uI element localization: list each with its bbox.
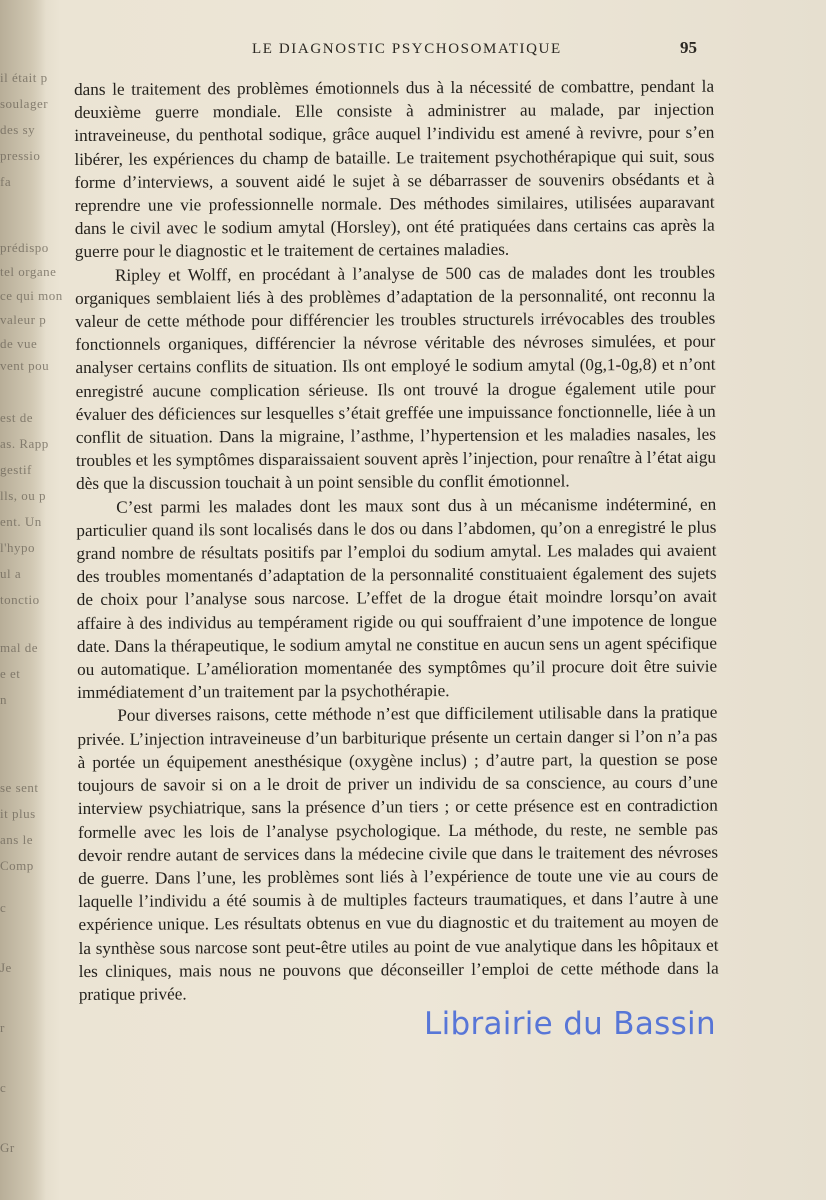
facing-page-fragment: valeur p <box>0 312 47 327</box>
seller-watermark: Librairie du Bassin <box>424 1006 716 1042</box>
facing-page-fragment: it plus <box>0 806 36 821</box>
facing-page-fragment: des sy <box>0 122 36 137</box>
facing-page-fragment: lls, ou p <box>0 488 47 503</box>
facing-page-fragment: ul a <box>0 566 22 581</box>
facing-page-fragment: pressio <box>0 148 41 163</box>
facing-page-gutter <box>0 0 63 1200</box>
facing-page-fragment: est de <box>0 410 33 425</box>
facing-page-fragment: l'hypo <box>0 540 35 555</box>
facing-page-fragment: r <box>0 1020 5 1035</box>
facing-page-fragment: tel organe <box>0 264 57 279</box>
facing-page-fragment: mal de <box>0 640 39 655</box>
paragraph: dans le traitement des problèmes émotionnels dus à la nécessité de combattre, pendant la deuxième guerre mondiale. Elle consiste à administrer au malade, par injection intraveineuse, du penthotal sodique, grâce auquel l’individu est amené à revivre, pour s’en libérer, les expériences du champ de bataille. Le traitement psychothérapique qui suit, sous forme d’interviews, a souvent aidé le sujet à se débarrasser de souvenirs obsédants et à reprendre une vie professionnelle normale. Des méthodes similaires, utilisées auparavant dans le civil avec le sodium amytal (Horsley), ont été pratiquées dans certains cas après la guerre pour le diagnostic et le traitement de certaines maladies. <box>74 76 715 262</box>
facing-page-fragment: gestif <box>0 462 32 477</box>
facing-page-fragment: Comp <box>0 858 34 873</box>
facing-page-fragment: Je <box>0 960 12 975</box>
facing-page-fragment: vent pou <box>0 358 50 373</box>
body-text <box>74 75 719 1006</box>
facing-page-fragment: as. Rapp <box>0 436 49 451</box>
facing-page-fragment: ce qui mon <box>0 288 63 303</box>
facing-page-fragment: se sent <box>0 780 39 795</box>
facing-page-fragment: prédispo <box>0 240 49 255</box>
paragraph: C’est parmi les malades dont les maux sont dus à un mécanisme indéterminé, en particulier quand ils sont localisés dans le dos ou dans l’abdomen, qu’on a enregistré le plus grand nombre de résultats positifs par l’emploi du sodium amytal. Les malades qui avaient des troubles momentanés d’adaptation de la personnalité constituaient également des sujets de choix pour l’analyse sous narcose. L’effet de la drogue était moindre lorsqu’on avait affaire à des individus au tempérament rigide ou qui souffraient d’une impotence de longue date. Dans la thérapeutique, le sodium amytal ne constitue en aucun sens un agent spécifique ou automatique. L’amélioration momentanée des symptômes qu’il procure doit être suivie immédiatement d’un traitement par la psychothérapie. <box>76 494 718 703</box>
facing-page-fragment: c <box>0 1080 7 1095</box>
facing-page-fragment: e et <box>0 666 21 681</box>
facing-page-fragment: ans le <box>0 832 33 847</box>
facing-page-fragment: Gr <box>0 1140 15 1155</box>
facing-page-fragment: de vue <box>0 336 38 351</box>
facing-page-fragment: n <box>0 692 7 707</box>
facing-page-fragment: ent. Un <box>0 514 42 529</box>
facing-page-fragment: c <box>0 900 7 915</box>
facing-page-fragment: il était p <box>0 70 48 85</box>
facing-page-fragment: tonctio <box>0 592 40 607</box>
facing-page-fragment: fa <box>0 174 12 189</box>
paragraph: Pour diverses raisons, cette méthode n’est que difficilement utilisable dans la pratique privée. L’injection intraveineuse d’un barbiturique présente un certain danger si l’on n’a pas à portée un équipement anesthésique (oxygène inclus) ; d’autre part, la question se pose toujours de savoir si on a le droit de priver un individu de sa conscience, au cours d’une interview psychiatrique, sans la présence d’un tiers ; or cette présence est en contradiction formelle avec les lois de l’analyse psychologique. La méthode, du reste, ne semble pas devoir rendre autant de services dans la médecine civile que dans le traitement des névroses de guerre. Dans l’une, les problèmes sont liés à l’expérience de toute une vie au cours de laquelle l’individu a été soumis à de multiples facteurs traumatiques, et dans l’autre à une expérience unique. Les résultats obtenus en vue du diagnostic et du traitement au moyen de la synthèse sous narcose sont peut-être utiles au point de vue analytique dans les hôpitaux et les cliniques, mais nous ne pouvons que déconseiller l’emploi de cette méthode dans la pratique privée. <box>77 703 719 1004</box>
running-header <box>232 38 702 62</box>
paragraph: Ripley et Wolff, en procédant à l’analyse de 500 cas de malades dont les troubles organiques semblaient liés à des problèmes d’adaptation de la personnalité, ont reconnu la valeur de cette méthode pour différencier les troubles structurels irrévocables des troubles fonctionnels organiques, différencier la névrose véritable des névroses simulées, et pour analyser certains conflits de situation. Ils ont employé le sodium amytal (0g,1-0g,8) et n’ont enregistré aucune complication sérieuse. Ils ont trouvé la drogue également utile pour évaluer des déficiences sur lesquelles s’était greffée une impuissance fonctionnelle, liée à un conflit de situation. Dans la migraine, l’asthme, l’hypertension et les maladies nasales, les troubles et les symptômes disparaissaient souvent après l’injection, pour renaître à l’état aigu dès que la discussion touchait à un point sensible du conflit émotionnel. <box>75 262 717 494</box>
facing-page-fragment: soulager <box>0 96 49 111</box>
running-title: LE DIAGNOSTIC PSYCHOSOMATIQUE <box>252 41 562 57</box>
page-number: 95 <box>680 38 697 57</box>
